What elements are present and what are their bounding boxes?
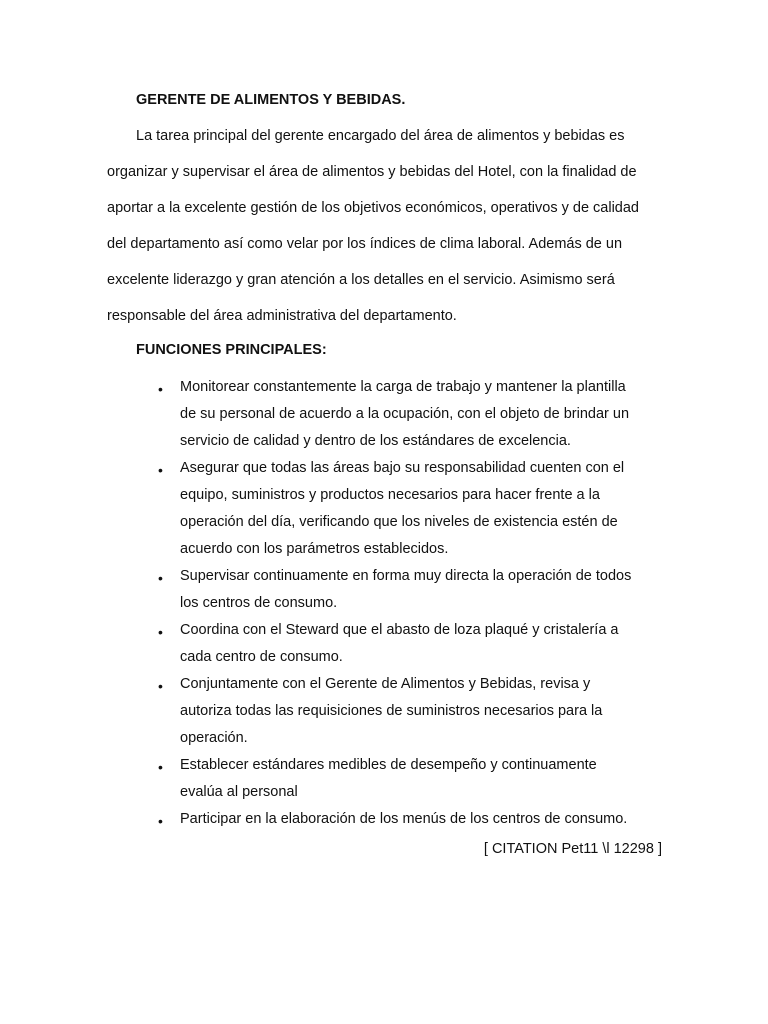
intro-line: responsable del área administrativa del departamento. bbox=[107, 308, 457, 324]
function-line: Supervisar continuamente en forma muy directa la operación de todos bbox=[180, 568, 632, 584]
function-line: equipo, suministros y productos necesarios para hacer frente a la bbox=[180, 487, 600, 503]
function-item bbox=[107, 376, 677, 457]
function-item bbox=[107, 457, 677, 565]
intro-line: excelente liderazgo y gran atención a los detalles en el servicio. Asimismo será bbox=[107, 272, 615, 288]
function-line: Participar en la elaboración de los menús de los centros de consumo. bbox=[180, 811, 628, 827]
function-item bbox=[107, 673, 677, 754]
function-line: autoriza todas las requisiciones de suministros necesarios para la bbox=[180, 703, 603, 719]
bullet-icon: • bbox=[158, 678, 163, 694]
function-line: acuerdo con los parámetros establecidos. bbox=[180, 541, 449, 557]
function-line: Monitorear constantemente la carga de trabajo y mantener la plantilla bbox=[180, 379, 626, 395]
function-line: Establecer estándares medibles de desempeño y continuamente bbox=[180, 757, 597, 773]
function-line: evalúa al personal bbox=[180, 784, 298, 800]
intro-paragraph bbox=[107, 125, 667, 341]
intro-line: organizar y supervisar el área de alimentos y bebidas del Hotel, con la finalidad de bbox=[107, 164, 637, 180]
function-line: operación. bbox=[180, 730, 248, 746]
functions-list bbox=[107, 376, 677, 835]
function-line: Coordina con el Steward que el abasto de loza plaqué y cristalería a bbox=[180, 622, 619, 638]
function-item bbox=[107, 619, 677, 673]
intro-line: La tarea principal del gerente encargado del área de alimentos y bebidas es bbox=[136, 128, 625, 144]
functions-heading: FUNCIONES PRINCIPALES: bbox=[136, 342, 327, 358]
bullet-icon: • bbox=[158, 759, 163, 775]
function-line: de su personal de acuerdo a la ocupación, con el objeto de brindar un bbox=[180, 406, 630, 422]
bullet-icon: • bbox=[158, 462, 163, 478]
function-line: Asegurar que todas las áreas bajo su responsabilidad cuenten con el bbox=[180, 460, 625, 476]
bullet-icon: • bbox=[158, 381, 163, 397]
bullet-icon: • bbox=[158, 570, 163, 586]
function-item bbox=[107, 754, 677, 808]
function-item bbox=[107, 565, 677, 619]
function-line: los centros de consumo. bbox=[180, 595, 338, 611]
intro-line: del departamento así como velar por los índices de clima laboral. Además de un bbox=[107, 236, 623, 252]
function-line: Conjuntamente con el Gerente de Alimentos y Bebidas, revisa y bbox=[180, 676, 591, 692]
function-line: operación del día, verificando que los niveles de existencia estén de bbox=[180, 514, 618, 530]
function-line: cada centro de consumo. bbox=[180, 649, 343, 665]
function-item bbox=[107, 808, 677, 835]
bullet-icon: • bbox=[158, 624, 163, 640]
citation-field: [ CITATION Pet11 \l 12298 ] bbox=[483, 841, 662, 857]
intro-line: aportar a la excelente gestión de los objetivos económicos, operativos y de calidad bbox=[107, 200, 639, 216]
function-line: servicio de calidad y dentro de los estándares de excelencia. bbox=[180, 433, 571, 449]
bullet-icon: • bbox=[158, 813, 163, 829]
document-title: GERENTE DE ALIMENTOS Y BEBIDAS. bbox=[136, 92, 406, 108]
